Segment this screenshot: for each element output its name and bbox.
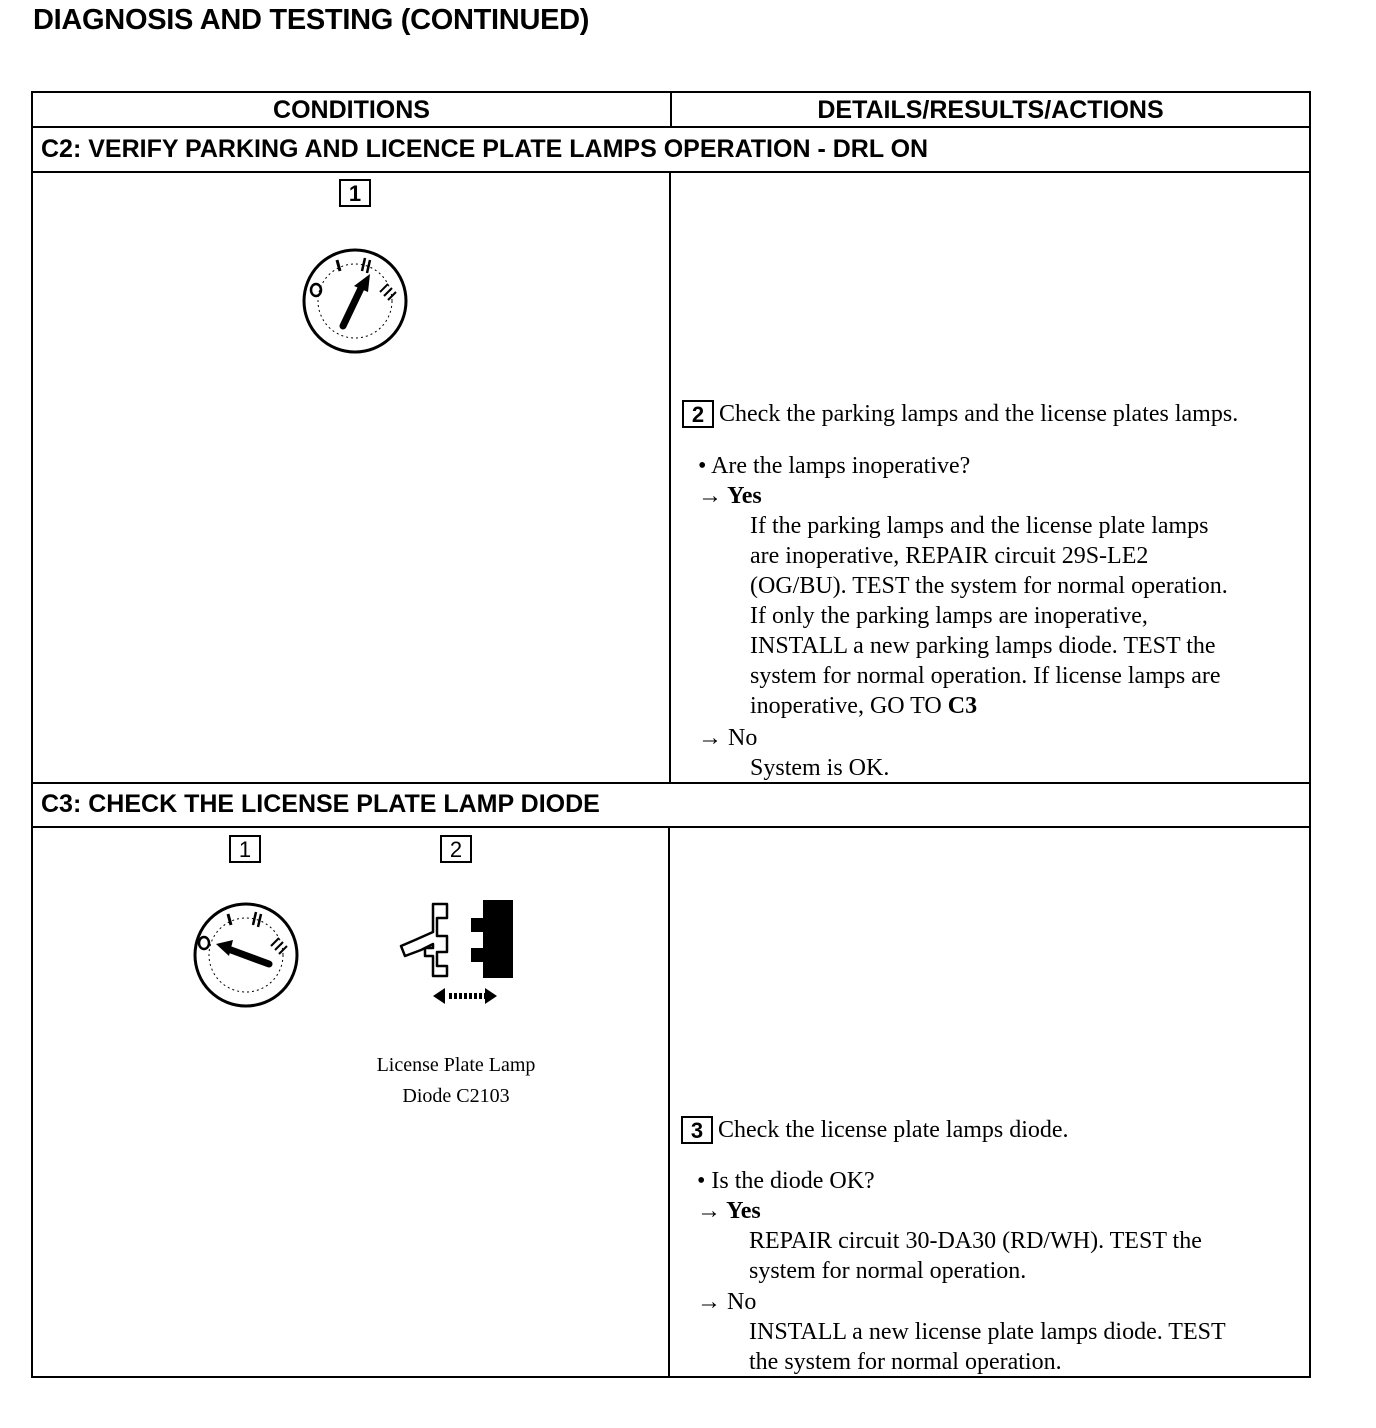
c3-yes-label: → Yes (697, 1198, 761, 1224)
c2-step-2-badge: 2 (682, 400, 714, 428)
table-border-left (31, 91, 33, 1378)
column-header-conditions: CONDITIONS (273, 96, 430, 124)
c3-figure-step-2: 2 (440, 835, 472, 863)
ignition-switch-icon (191, 900, 301, 1010)
c2-no-text: System is OK. (750, 755, 890, 781)
c3-step-3-badge: 3 (681, 1116, 713, 1144)
c2-no-label: → No (698, 725, 758, 751)
diode-caption: License Plate Lamp Diode C2103 (376, 1054, 536, 1107)
c2-heading: C2: VERIFY PARKING AND LICENCE PLATE LAMPS OPERATION - DRL ON (41, 135, 929, 163)
table-border-right (1309, 91, 1311, 1378)
column-divider-c3 (668, 826, 670, 1378)
c2-heading-divider (31, 171, 1311, 173)
c3-yes-text: REPAIR circuit 30-DA30 (RD/WH). TEST the system for normal operation. (749, 1228, 1202, 1284)
c2-question: • Are the lamps inoperative? (698, 453, 971, 479)
c2-figure-step-1: 1 (339, 179, 371, 207)
diode-connector-icon (393, 896, 523, 1011)
c3-heading: C3: CHECK THE LICENSE PLATE LAMP DIODE (41, 790, 600, 818)
c2-step-2-text: Check the parking lamps and the license plates lamps. (719, 401, 1239, 427)
page-title: DIAGNOSIS AND TESTING (CONTINUED) (33, 4, 590, 36)
c3-no-text: INSTALL a new license plate lamps diode. TEST the system for normal operation. (749, 1319, 1226, 1375)
c2-yes-text: If the parking lamps and the license plate lamps are inoperative, REPAIR circuit 29S-LE2 (OG/BU). TEST the system for normal operation. If only the parking lamps are inoperative, INSTALL a new parking lamps diode. TEST the system for normal operation. If license lamps are inoperative, GO TO C3 (750, 513, 1228, 719)
c2-yes-label: → Yes (698, 483, 762, 509)
c3-question: • Is the diode OK? (697, 1168, 875, 1194)
c3-step-3-text: Check the license plate lamps diode. (718, 1117, 1069, 1143)
c2-goto-c3-ref: C3 (947, 693, 978, 719)
c3-heading-divider (31, 826, 1311, 828)
column-header-details: DETAILS/RESULTS/ACTIONS (817, 96, 1164, 124)
column-divider-c2 (669, 171, 671, 783)
c3-figure-step-1: 1 (229, 835, 261, 863)
ignition-switch-icon (300, 246, 410, 356)
c3-no-label: → No (697, 1289, 757, 1315)
